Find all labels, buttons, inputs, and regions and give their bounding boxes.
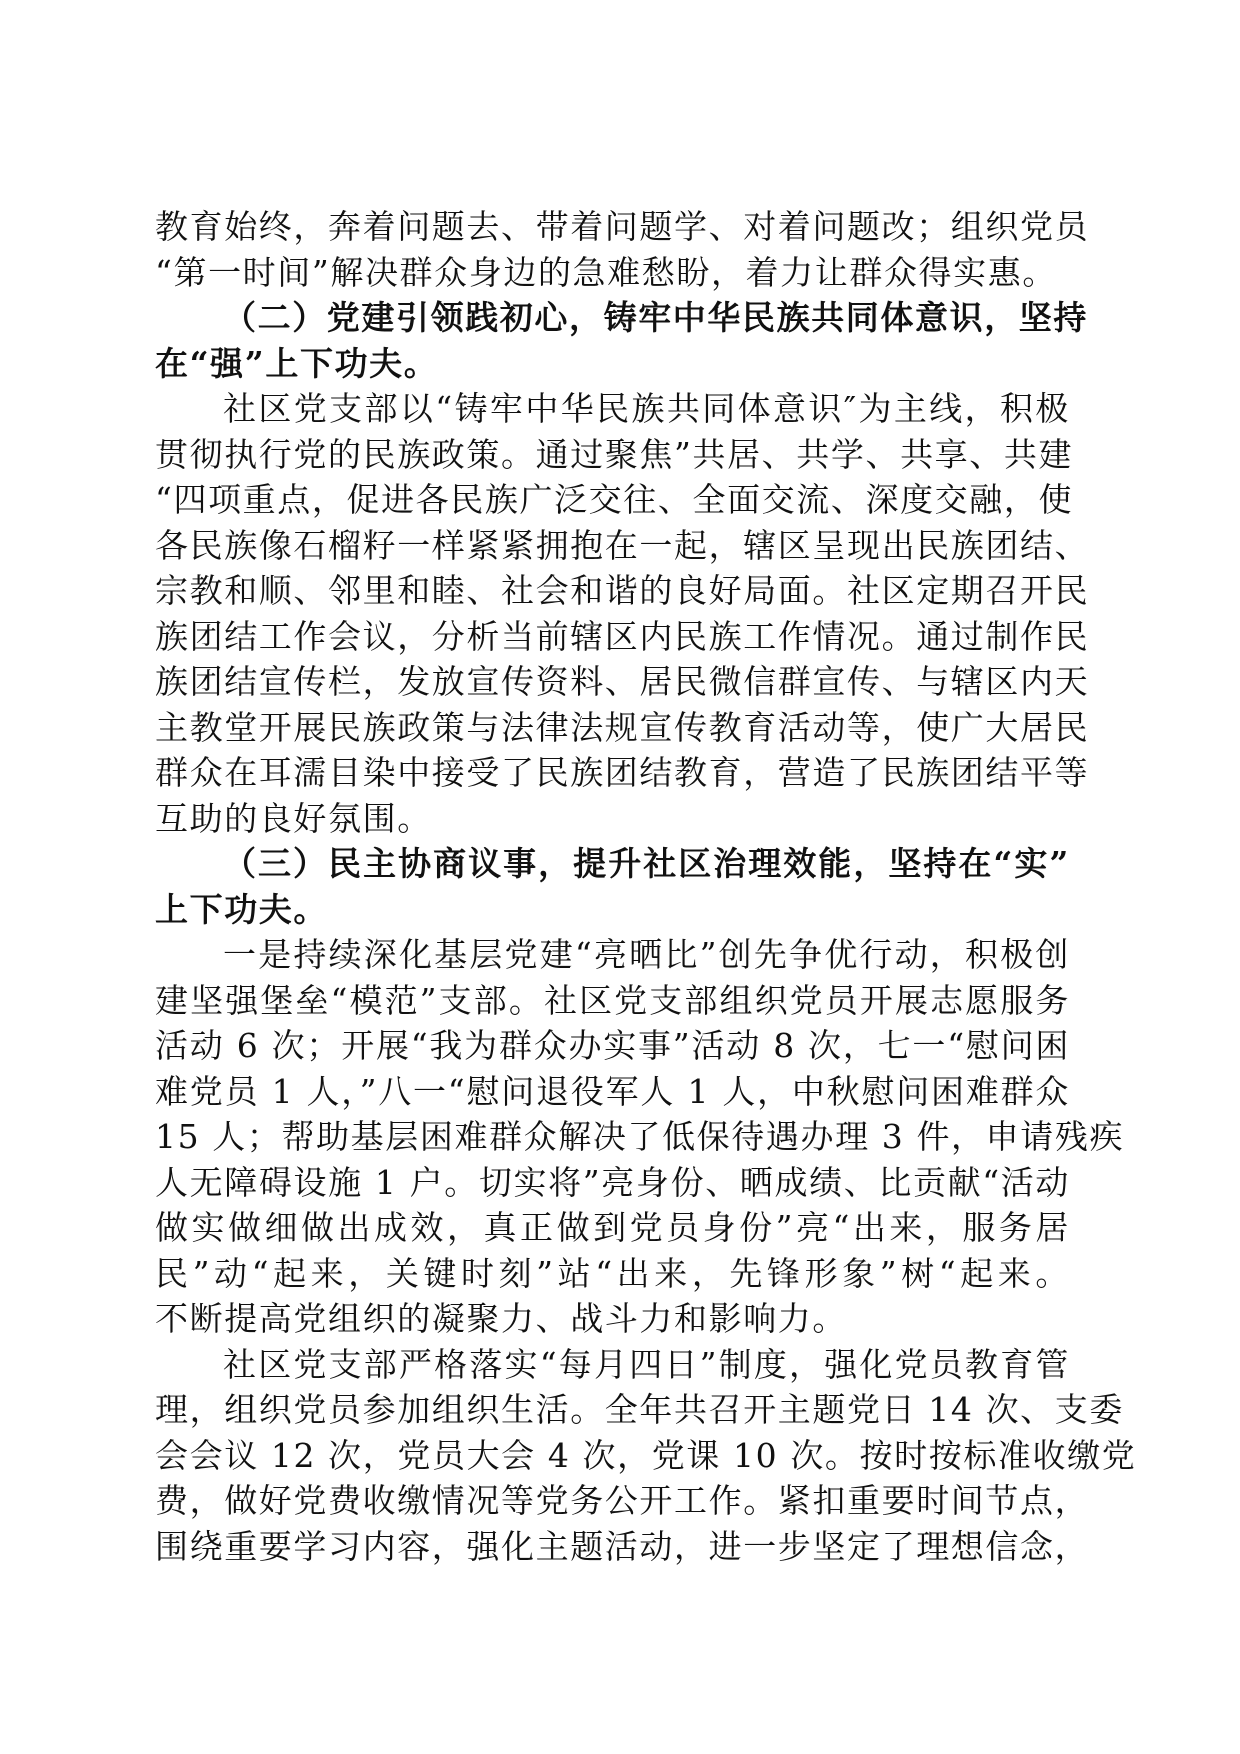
text-line: 上下功夫。: [155, 889, 328, 929]
text-line: 一是持续深化基层党建“亮晒比”创先争优行动，积极创: [223, 935, 1070, 974]
text-line: 理，组织党员参加组织生活。全年共召开主题党日 14 次、支委: [155, 1390, 1124, 1429]
text-line: 围绕重要学习内容，强化主题活动，进一步坚定了理想信念，: [155, 1526, 1090, 1566]
document-body: [155, 204, 1137, 1569]
text-line: 各民族像石榴籽一样紧紧拥抱在一起，辖区呈现出民族团结、: [155, 525, 1090, 565]
text-line: 贯彻执行党的民族政策。通过聚焦”共居、共学、共享、共建: [155, 434, 1074, 474]
text-line: 不断提高党组织的凝聚力、战斗力和影响力。: [155, 1299, 847, 1338]
text-line: 活动 6 次；开展“我为群众办实事”活动 8 次，七一“慰问困: [155, 1026, 1070, 1065]
text-line: 在“强”上下功夫。: [155, 343, 439, 383]
body-paragraph: [155, 386, 1090, 841]
text-line: 会会议 12 次，党员大会 4 次，党课 10 次。按时按标准收缴党: [155, 1435, 1137, 1475]
body-paragraph: [155, 932, 1125, 1342]
text-line: 民”动“起来，关键时刻”站“出来，先锋形象”树“起来。: [155, 1253, 1070, 1293]
text-line: 社区党支部严格落实“每月四日”制度，强化党员教育管: [223, 1344, 1070, 1384]
text-line: 人无障碍设施 1 户。切实将”亮身份、晒成绩、比贡献“活动: [155, 1162, 1070, 1202]
text-line: 15 人；帮助基层困难群众解决了低保待遇办理 3 件，申请残疾: [155, 1117, 1125, 1156]
text-line: 群众在耳濡目染中接受了民族团结教育，营造了民族团结平等: [155, 753, 1090, 792]
text-line: 族团结宣传栏，发放宣传资料、居民微信群宣传、与辖区内天: [155, 662, 1090, 701]
text-line: “第一时间”解决群众身边的急难愁盼，着力让群众得实惠。: [155, 252, 1057, 292]
section-heading: [155, 295, 1088, 386]
text-line: 社区党支部以“铸牢中华民族共同体意识″为主线，积极: [223, 389, 1070, 428]
text-line: （二）党建引领践初心，铸牢中华民族共同体意识，坚持: [223, 298, 1088, 337]
text-line: 难党员 1 人，”八一“慰问退役军人 1 人，中秋慰问困难群众: [155, 1071, 1070, 1111]
text-line: 建坚强堡垒“模范”支部。社区党支部组织党员开展志愿服务: [155, 980, 1070, 1020]
text-line: 做实做细做出成效，真正做到党员身份”亮“出来，服务居: [155, 1208, 1070, 1247]
text-line: 互助的良好氛围。: [155, 798, 432, 838]
text-line: “四项重点，促进各民族广泛交往、全面交流、深度交融，使: [155, 480, 1074, 519]
text-line: 族团结工作会议，分析当前辖区内民族工作情况。通过制作民: [155, 616, 1090, 656]
text-line: 宗教和顺、邻里和睦、社会和谐的良好局面。社区定期召开民: [155, 571, 1090, 610]
text-line: （三）民主协商议事，提升社区治理效能，坚持在“实”: [223, 844, 1070, 883]
text-line: 教育始终，奔着问题去、带着问题学、对着问题改；组织党员: [155, 207, 1090, 246]
section-heading: [155, 841, 1070, 932]
text-line: 费，做好党费收缴情况等党务公开工作。紧扣重要时间节点，: [155, 1481, 1090, 1520]
text-line: 主教堂开展民族政策与法律法规宣传教育活动等，使广大居民: [155, 707, 1090, 747]
body-paragraph: [155, 1342, 1137, 1570]
body-paragraph: [155, 204, 1090, 295]
